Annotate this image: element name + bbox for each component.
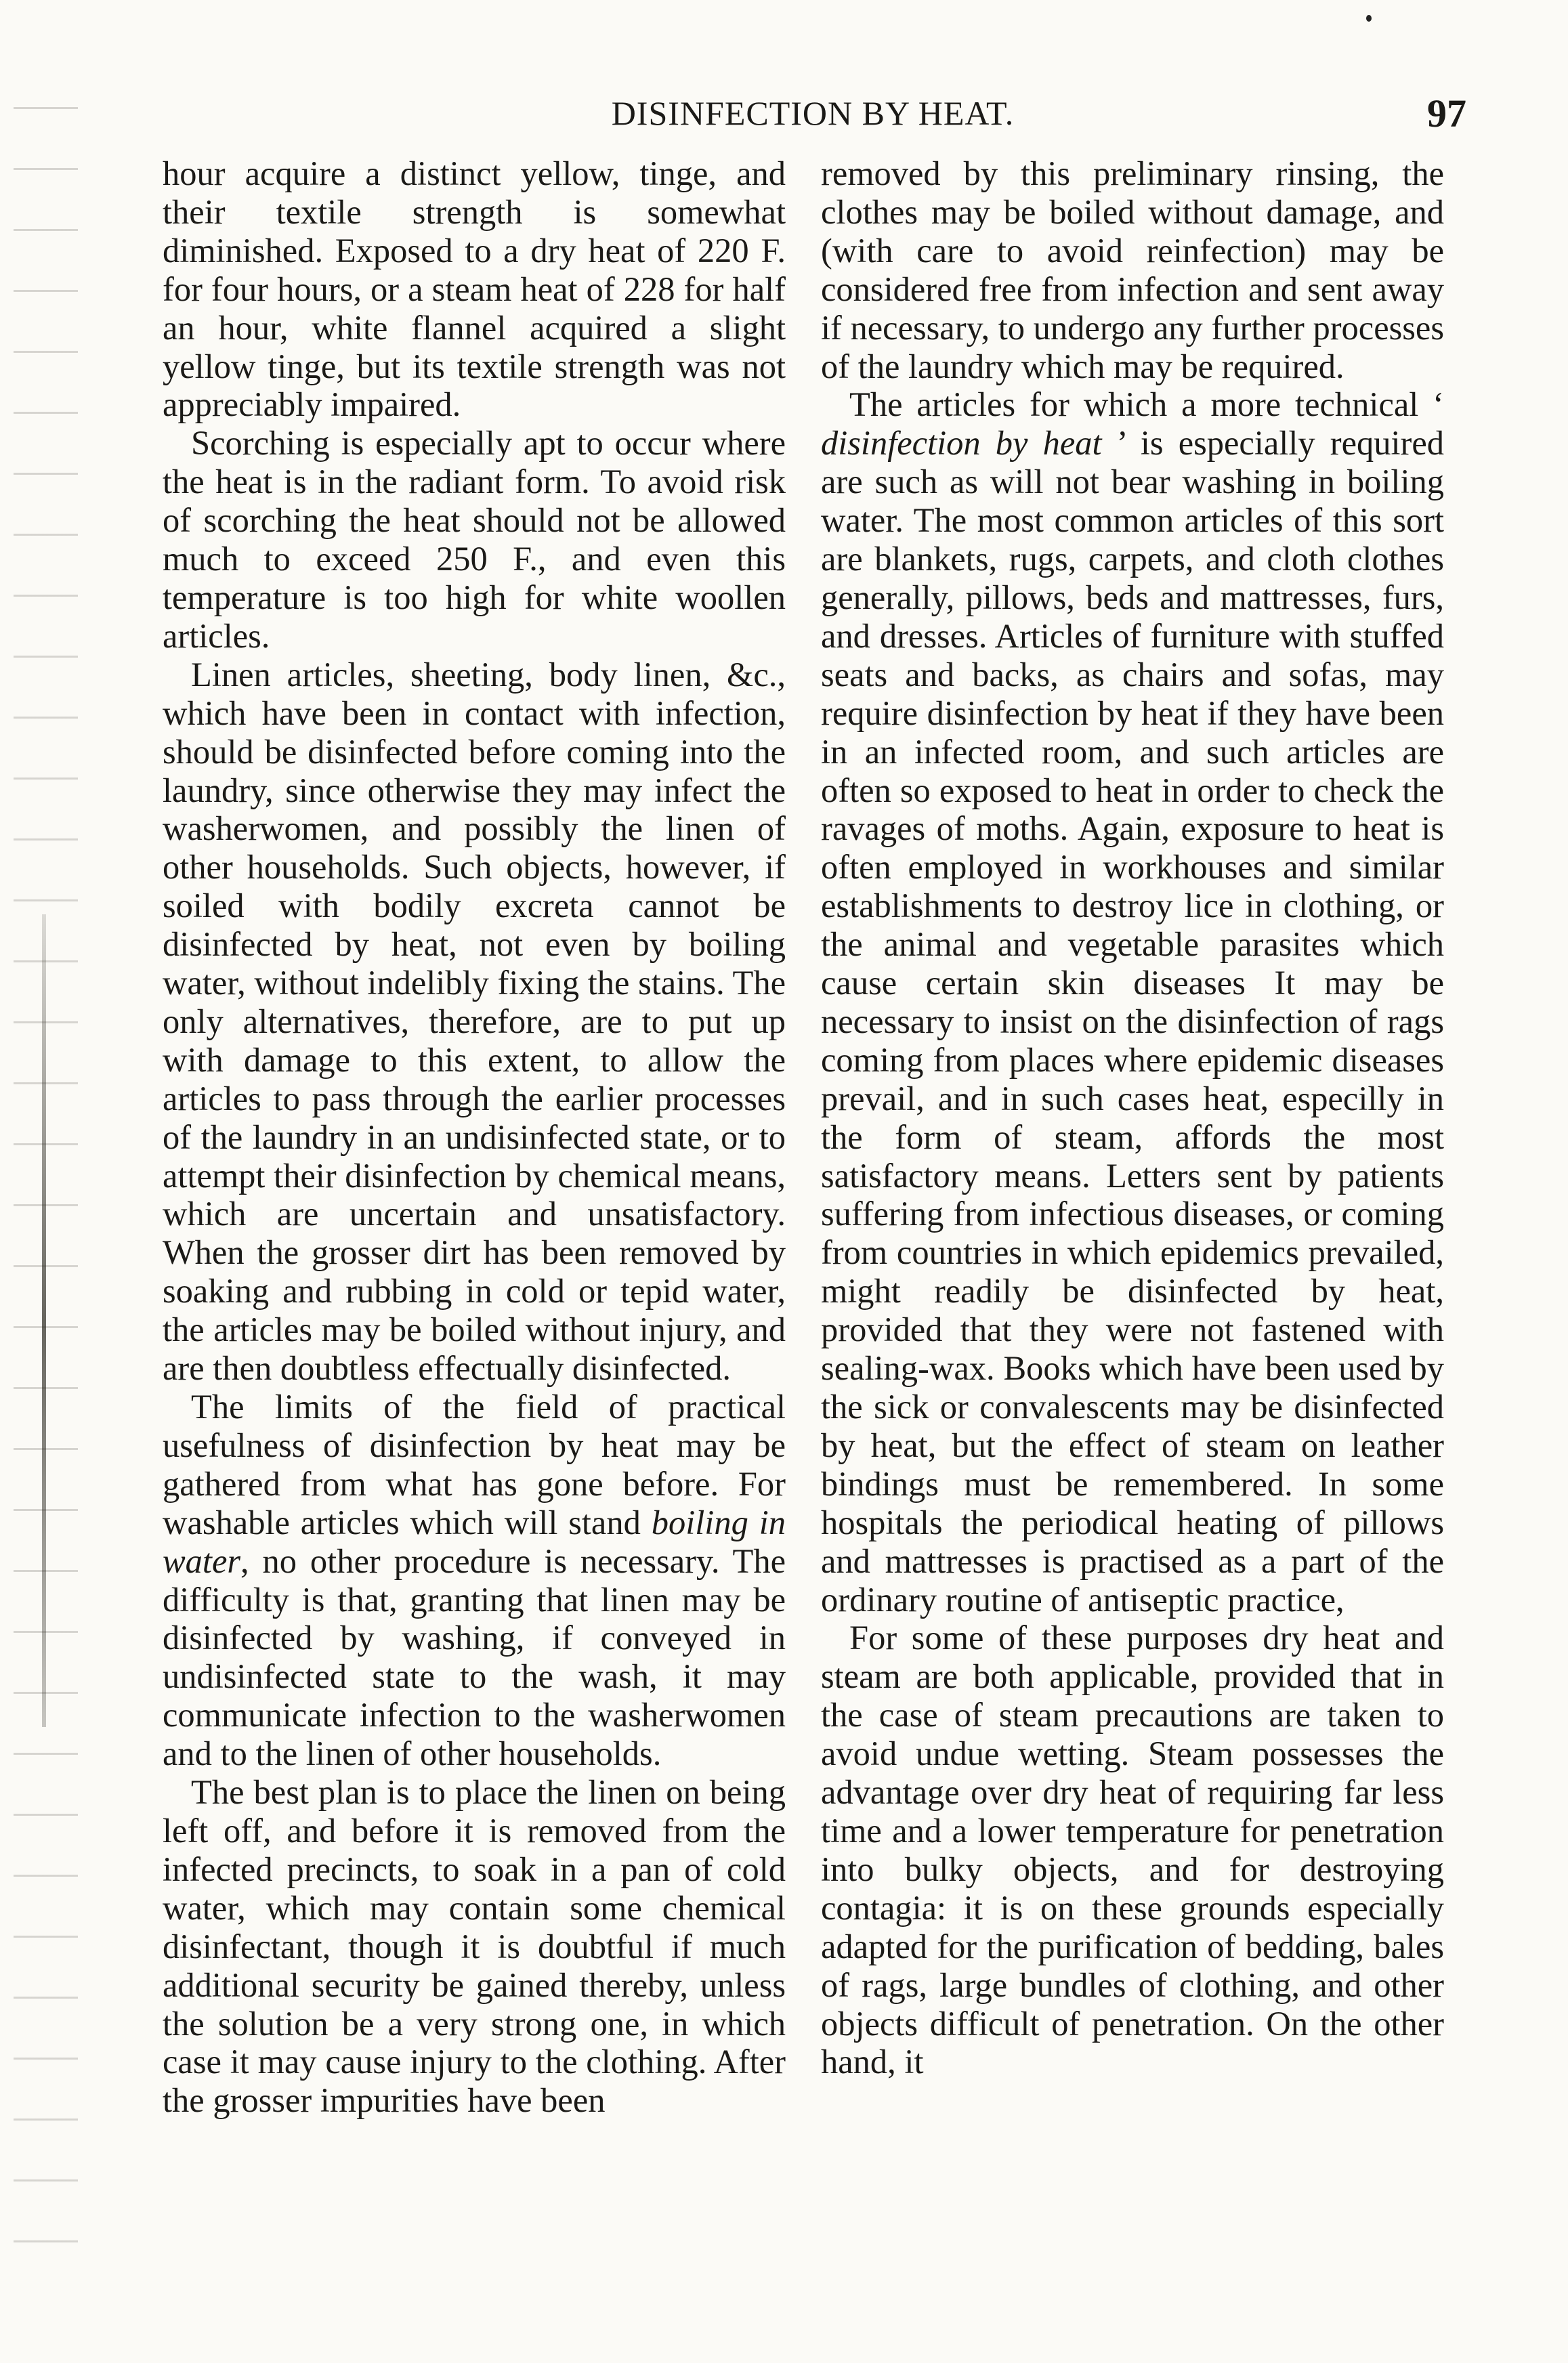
paragraph-text: The limits of the field of practical usefulness of disinfection by heat may be gathered from what has gone before. For washable articles which will stand: [163, 1388, 786, 1541]
paragraph: [821, 385, 1444, 1619]
page-number: 97: [1427, 91, 1466, 135]
paragraph: Linen articles, sheeting, body linen, &c., which have been in contact with infection, should be disinfected before coming into the laundry, since otherwise they may infect the washerwomen, and possibly the linen of other households. Such objects, however, if soiled with bodily excreta cannot be disinfected by heat, not even by boiling water, without indelibly fixing the stains. The only alternatives, therefore, are to put up with damage to this extent, to allow the articles to pass through the earlier processes of the laundry in an undisinfected state, or to attempt their disinfection by chemical means, which are uncertain and unsatisfactory. When the grosser dirt has been removed by soaking and rubbing in cold or tepid water, the articles may be boiled without injury, and are then doubtless effectually disinfected.: [163, 655, 786, 1388]
left-column: [163, 154, 786, 2342]
paragraph: hour acquire a distinct yellow, tinge, and their textile strength is somewhat diminished. Exposed to a dry heat of 220 F. for four hours, or a steam heat of 228 for half an hour, white flannel acquired a slight yellow tinge, but its textile strength was not appreciably impaired.: [163, 154, 786, 424]
paragraph-text: , no other procedure is necessary. The difficulty is that, granting that linen may be disinfected by washing, if conveyed in undisinfected state to the wash, it may communicate infection to the washerwomen and to the linen of other households.: [163, 1541, 786, 1773]
paragraph: For some of these purposes dry heat and steam are both applicable, provided that in the case of steam precautions are taken to avoid undue wetting. Steam possesses the advantage over dry heat of requiring far less time and a lower temperature for penetration into bulky objects, and for destroying contagia: it is on these grounds especially adapted for the purification of bedding, bales of rags, large bundles of clothing, and other objects difficult of penetration. On the other hand, it: [821, 1619, 1444, 2081]
paragraph: The best plan is to place the linen on being left off, and before it is removed from the infected precincts, to soak in a pan of cold water, which may contain some chemical disinfectant, though it is doubtful if much additional security be gained thereby, unless the solution be a very strong one, in which case it may cause injury to the clothing. After the grosser impurities have been: [163, 1773, 786, 2120]
running-header: [159, 93, 1466, 141]
binding-gutter-shadow: [42, 914, 46, 1727]
italic-phrase: boiling in water: [163, 1503, 786, 1580]
paragraph: [163, 1388, 786, 1773]
paragraph-text: ’ is especially required are such as will not bear washing in boiling water. The most common articles of this sort are blankets, rugs, carpets, and cloth clothes generally, pillows, beds and mattresses, furs, and dresses. Articles of furniture with stuffed seats and backs, as chairs and sofas, may require disinfection by heat if they have been in an infected room, and such articles are often so exposed to heat in order to check the ravages of moths. Again, exposure to heat is often employed in workhouses and similar establishments to destroy lice in clothing, or the animal and vegetable parasites which cause certain skin diseases It may be necessary to insist on the disinfection of rags coming from places where epidemic diseases prevail, and in such cases heat, especilly in the form of steam, affords the most satisfactory means. Letters sent by patients suffering from infectious diseases, or coming from countries in which epidemics prevailed, might readily be disinfected by heat, provided that they were not fastened with sealing-wax. Books which have been used by the sick or convalescents may be disinfected by heat, but the effect of steam on leather bindings must be remembered. In some hospitals the periodical heating of pillows and mattresses is practised as a part of the ordinary routine of antiseptic practice,: [821, 424, 1444, 1619]
ink-speck: [1366, 15, 1372, 22]
paragraph: Scorching is especially apt to occur where the heat is in the radiant form. To avoid risk of scorching the heat should not be allowed much to exceed 250 F., and even this temperature is too high for white woollen articles.: [163, 424, 786, 655]
right-column: [821, 154, 1444, 2342]
paragraph: removed by this preliminary rinsing, the clothes may be boiled without damage, and (with care to avoid reinfection) may be considered free from infection and sent away if necessary, to undergo any further processes of the laundry which may be required.: [821, 154, 1444, 385]
italic-phrase: disinfection by heat: [821, 424, 1102, 463]
paragraph-text: The articles for which a more technical ‘: [849, 385, 1444, 424]
running-title: DISINFECTION BY HEAT.: [611, 94, 1015, 132]
